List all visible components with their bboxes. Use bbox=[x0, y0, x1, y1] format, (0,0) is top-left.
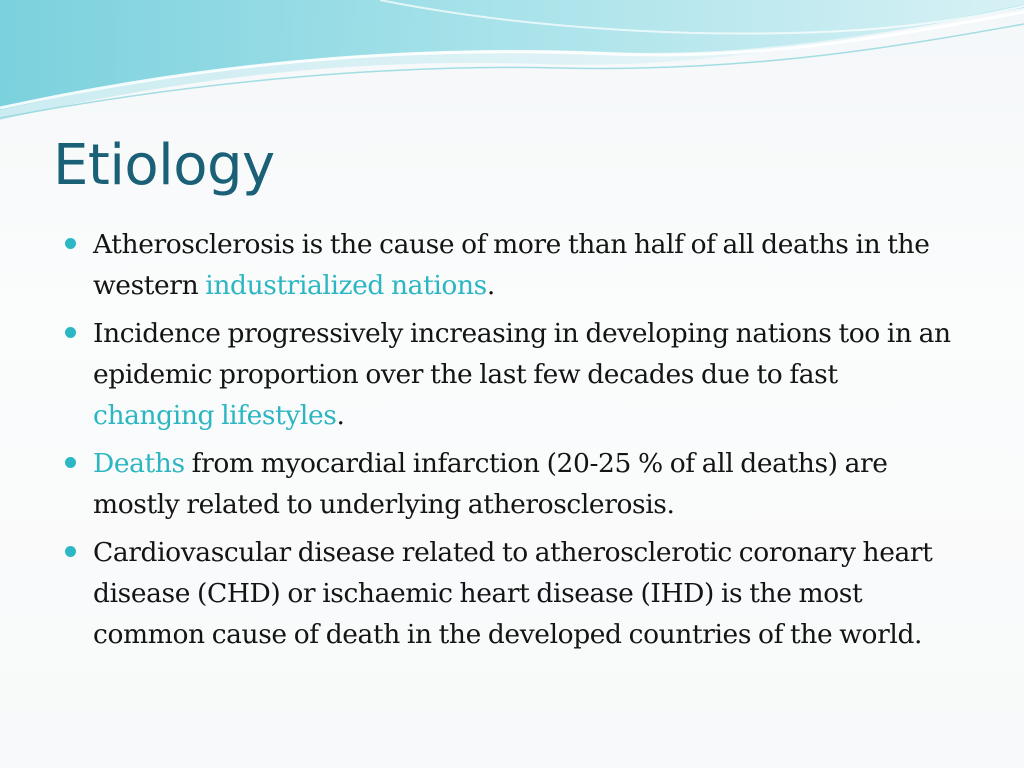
bullet-item bbox=[62, 224, 962, 306]
bullet-item bbox=[62, 443, 962, 525]
bullet-text: Cardiovascular disease related to atherosclerotic coronary heart disease (CHD) or ischaemic heart disease (IHD) is the most common cause of death in the developed countries of the world. bbox=[93, 537, 933, 650]
bullet-dot-icon bbox=[65, 457, 76, 468]
bullet-item bbox=[62, 313, 962, 436]
bullet-text: . bbox=[336, 400, 345, 431]
bullet-dot-icon bbox=[65, 327, 76, 338]
slide-title: Etiology bbox=[53, 133, 275, 198]
decorative-wave-header bbox=[0, 0, 1024, 130]
bullet-text: Atherosclerosis is the cause of more than half of all deaths in the western bbox=[93, 229, 930, 301]
bullet-dot-icon bbox=[65, 238, 76, 249]
highlighted-text: Deaths bbox=[93, 448, 185, 479]
bullet-item bbox=[62, 532, 962, 655]
bullet-dot-icon bbox=[65, 546, 76, 557]
bullet-text: Incidence progressively increasing in developing nations too in an epidemic proportion over the last few decades due to fast bbox=[93, 318, 951, 390]
bullet-text: from myocardial infarction (20-25 % of all deaths) are mostly related to underlying atherosclerosis. bbox=[93, 448, 888, 520]
highlighted-text: industrialized nations bbox=[205, 270, 487, 301]
bullet-list bbox=[62, 224, 962, 662]
bullet-text: . bbox=[486, 270, 495, 301]
highlighted-text: changing lifestyles bbox=[93, 400, 337, 431]
